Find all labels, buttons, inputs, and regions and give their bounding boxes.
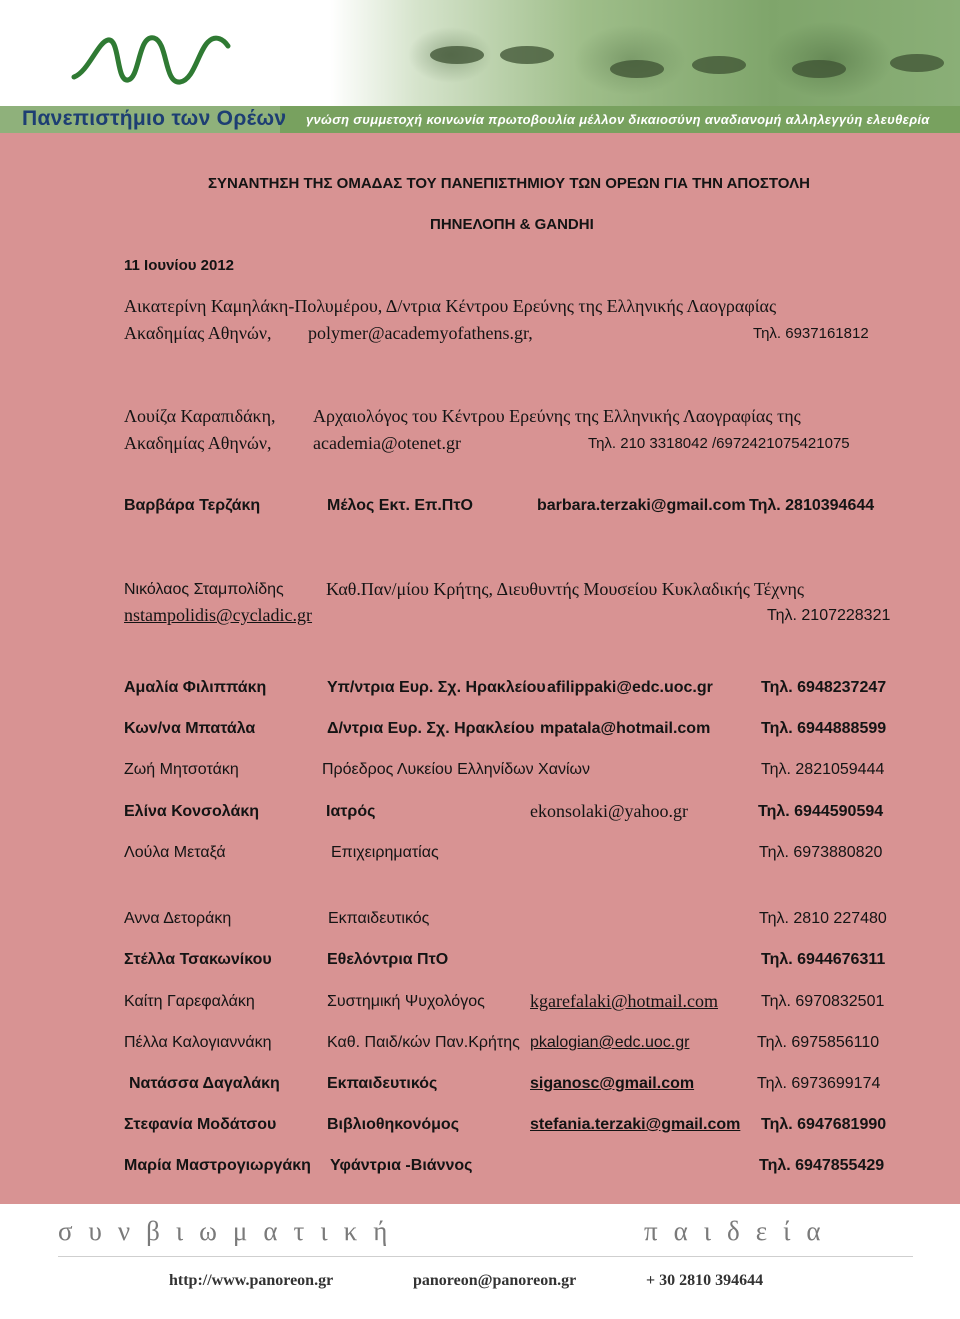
- participant-role: Πρόεδρος Λυκείου Ελληνίδων Χανίων: [322, 761, 591, 778]
- participant-phone: Τηλ. 6944888599: [761, 720, 887, 737]
- participant-role: Εκπαιδευτικός: [327, 1075, 438, 1092]
- participant-email[interactable]: nstampolidis@cycladic.gr: [124, 605, 313, 625]
- participant-role: Υπ/ντρια Ευρ. Σχ. Ηρακλείου: [327, 679, 546, 696]
- participant-name: Αμαλία Φιλιππάκη: [124, 679, 267, 696]
- participant-role: Αρχαιολόγος του Κέντρου Ερεύνης της Ελληνικής Λαογραφίας της: [313, 406, 801, 426]
- participant-email[interactable]: ekonsolaki@yahoo.gr: [530, 801, 689, 821]
- participant-email[interactable]: siganosc@gmail.com: [530, 1075, 695, 1092]
- participant-phone: Τηλ. 6970832501: [761, 993, 885, 1010]
- participant-name: Βαρβάρα Τερζάκη: [124, 497, 261, 514]
- participant-name: Λουίζα Καραπιδάκη,: [124, 406, 276, 426]
- participant-phone: Τηλ. 210 3318042 /6972421075421075: [588, 435, 850, 452]
- participant-name: Αννα Δετοράκη: [124, 910, 232, 927]
- footer-email[interactable]: panoreon@panoreon.gr: [413, 1272, 577, 1289]
- meeting-date: 11 Ιουνίου 2012: [124, 257, 235, 274]
- faces-photo-banner: [330, 0, 960, 110]
- participant-name: Πέλλα Καλογιαννάκη: [124, 1034, 272, 1051]
- participant-affiliation: Ακαδημίας Αθηνών,: [124, 323, 272, 343]
- participant-phone: Τηλ. 6947855429: [759, 1157, 885, 1174]
- participant-name: Λούλα Μεταξά: [124, 844, 226, 861]
- participant-name: Στεφανία Μοδάτσου: [124, 1116, 277, 1133]
- participant-phone: Τηλ. 6937161812: [753, 325, 869, 342]
- participant-email[interactable]: polymer@academyofathens.gr,: [308, 323, 533, 343]
- participant-phone: Τηλ. 2810 227480: [759, 910, 887, 927]
- participant-affiliation: Ακαδημίας Αθηνών,: [124, 433, 272, 453]
- participant-phone: Τηλ. 6944590594: [758, 803, 884, 820]
- participant-role: Μέλος Εκτ. Επ.ΠτΟ: [327, 497, 473, 514]
- participant-phone: Τηλ. 2107228321: [767, 607, 891, 624]
- participant-name: Ζωή Μητσοτάκη: [124, 761, 239, 778]
- participant-name: Καίτη Γαρεφαλάκη: [124, 993, 255, 1010]
- university-logo-icon: [68, 22, 238, 94]
- footer-slogan-left: συνβιωματική: [58, 1216, 404, 1246]
- participant-role: Δ/ντρια Ευρ. Σχ. Ηρακλείου: [327, 720, 535, 737]
- participant-phone: Τηλ. 6973880820: [759, 844, 883, 861]
- letterhead: [0, 0, 960, 133]
- participant-phone: Τηλ. 6947681990: [761, 1116, 887, 1133]
- participant-phone: Τηλ. 6973699174: [757, 1075, 881, 1092]
- participant-phone: Τηλ. 6975856110: [757, 1034, 880, 1051]
- participant-role: Επιχειρηματίας: [331, 844, 439, 861]
- footer-website[interactable]: http://www.panoreon.gr: [169, 1272, 334, 1289]
- participant-role: Υφάντρια -Βιάννος: [330, 1157, 473, 1174]
- participant-role: Βιβλιοθηκονόμος: [327, 1116, 460, 1133]
- participant-phone: Τηλ. 2821059444: [761, 761, 885, 778]
- participant-name: Νατάσσα Δαγαλάκη: [129, 1075, 280, 1092]
- participant-email[interactable]: afilippaki@edc.uoc.gr: [547, 679, 713, 696]
- participant-email[interactable]: kgarefalaki@hotmail.com: [530, 991, 719, 1011]
- participant-email[interactable]: stefania.terzaki@gmail.com: [530, 1116, 741, 1133]
- participant-role: Καθ. Παιδ/κών Παν.Κρήτης: [327, 1034, 520, 1051]
- participant-description: Αικατερίνη Καμηλάκη-Πολυμέρου, Δ/ντρια Κέντρου Ερεύνης της Ελληνικής Λαογραφίας: [124, 296, 777, 316]
- motto: γνώση συμμετοχή κοινωνία πρωτοβουλία μέλλον δικαιοσύνη αναδιανομή αλληλεγγύη ελευθερία: [306, 112, 930, 127]
- participant-email[interactable]: barbara.terzaki@gmail.com: [537, 497, 746, 514]
- participant-name: Στέλλα Τσακωνίκου: [124, 951, 272, 968]
- participant-name: Κων/να Μπατάλα: [124, 720, 256, 737]
- footer-divider: [58, 1256, 913, 1257]
- participant-email[interactable]: pkalogian@edc.uoc.gr: [530, 1034, 690, 1051]
- participant-role: Εκπαιδευτικός: [328, 910, 430, 927]
- participant-role: Καθ.Παν/μίου Κρήτης, Διευθυντής Μουσείου Κυκλαδικής Τέχνης: [326, 579, 805, 599]
- document-title: ΣΥΝΑΝΤΗΣΗ ΤΗΣ ΟΜΑΔΑΣ ΤΟΥ ΠΑΝΕΠΙΣΤΗΜΙΟΥ ΤΩΝ ΟΡΕΩΝ ΓΙΑ ΤΗΝ ΑΠΟΣΤΟΛΗ: [208, 175, 810, 192]
- participant-email[interactable]: mpatala@hotmail.com: [540, 720, 711, 737]
- participant-phone: Τηλ. 6948237247: [761, 679, 887, 696]
- participant-role: Εθελόντρια ΠτΟ: [327, 951, 449, 968]
- participant-name: Νικόλαος Σταμπολίδης: [124, 581, 284, 598]
- document-subtitle: ΠΗΝΕΛΟΠΗ & GANDHI: [430, 216, 594, 233]
- footer-phone: + 30 2810 394644: [646, 1272, 764, 1289]
- participant-name: Μαρία Μαστρογιωργάκη: [124, 1157, 311, 1174]
- participant-phone: Τηλ. 2810394644: [749, 497, 875, 514]
- participant-email[interactable]: academia@otenet.gr: [313, 433, 461, 453]
- participant-role: Συστημική Ψυχολόγος: [327, 993, 485, 1010]
- footer-slogan-right: παιδεία: [644, 1216, 837, 1246]
- participant-phone: Τηλ. 6944676311: [761, 951, 886, 968]
- university-name: Πανεπιστήμιο των Ορέων: [22, 107, 287, 130]
- participant-role: Ιατρός: [326, 803, 376, 820]
- participant-name: Ελίνα Κονσολάκη: [124, 803, 260, 820]
